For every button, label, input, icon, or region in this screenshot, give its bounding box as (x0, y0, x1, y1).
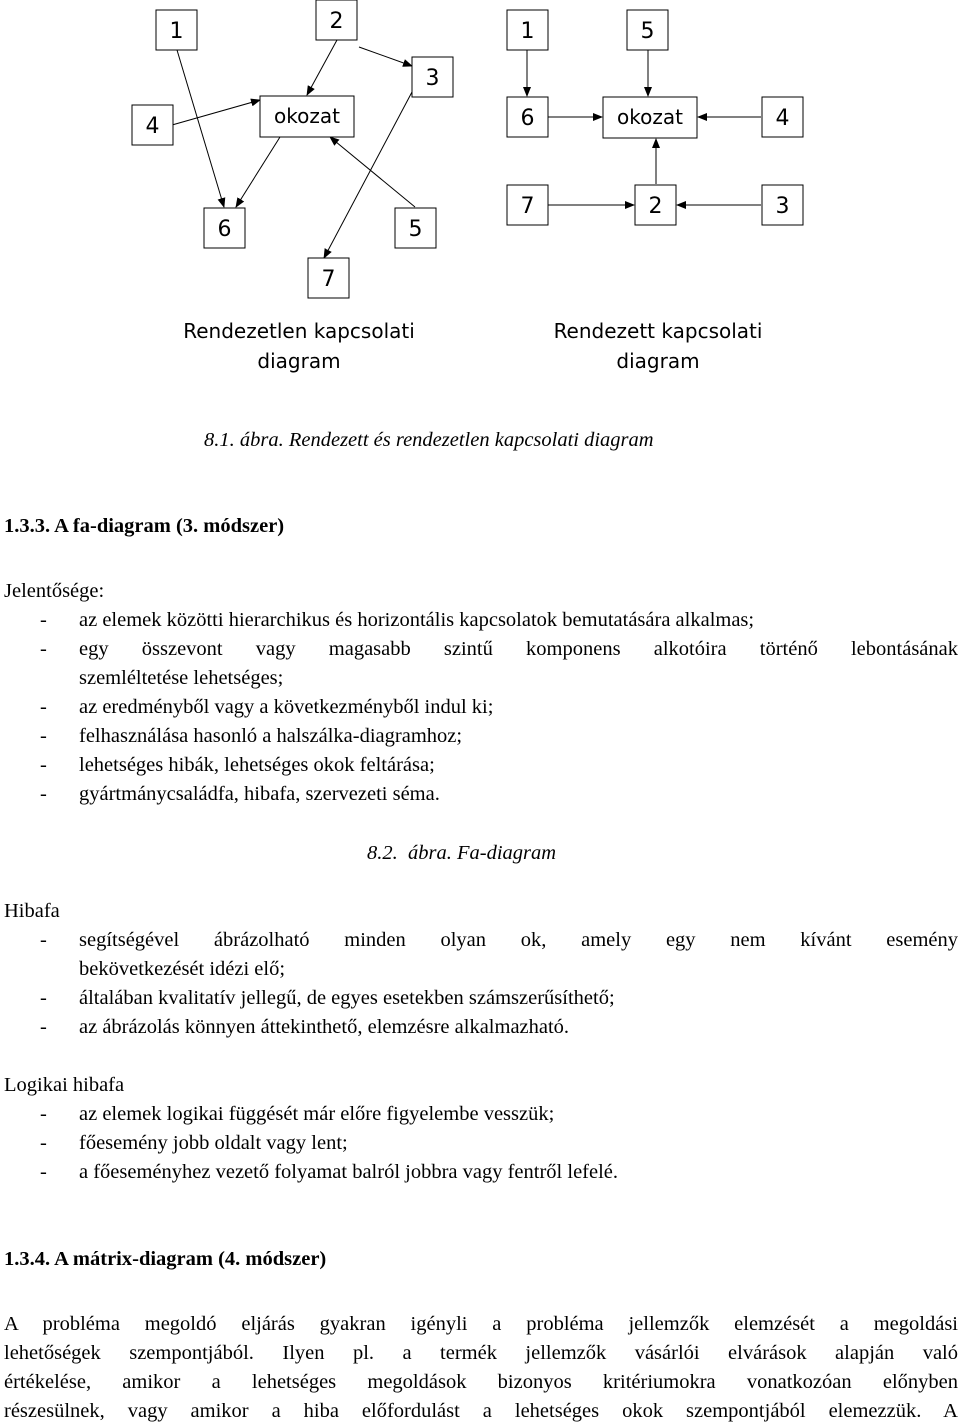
bullet-dash: - (40, 609, 47, 631)
node-r-effect-label: okozat (617, 105, 683, 129)
list-item (4, 606, 958, 635)
list-item (4, 926, 958, 984)
node-3-label: 3 (425, 66, 440, 91)
node-5-label: 5 (408, 217, 423, 242)
list-item-text: az elemek logikai függését már előre figyelembe vesszük; (79, 1103, 555, 1125)
label-hibafa: Hibafa (4, 900, 60, 922)
bullet-dash: - (40, 696, 47, 718)
node-r4-label: 4 (775, 106, 790, 131)
node-r1-label: 1 (520, 19, 535, 44)
node-1-label: 1 (169, 19, 184, 44)
bullet-dash: - (40, 929, 47, 951)
list-item-text-cont: bekövetkezését idézi elő; (79, 958, 286, 980)
edge-5-to-effect (330, 137, 415, 207)
list-item-text: az eredményből vagy a következményből indul ki; (79, 696, 494, 718)
edge-2-to-effect (307, 40, 337, 95)
node-r7-label: 7 (520, 194, 535, 219)
list-item (4, 1158, 958, 1187)
list-item-text: főesemény jobb oldalt vagy lent; (79, 1132, 348, 1154)
section-heading-1-3-4: 1.3.4. A mátrix-diagram (4. módszer) (4, 1248, 327, 1270)
list-item (4, 635, 958, 693)
ordered-diagram (507, 10, 803, 373)
paragraph-line: részesülnek, vagy amikor a hiba előfordulást a lehetséges okok szempontjából elemezzük. A (4, 1400, 958, 1422)
bullet-dash: - (40, 783, 47, 805)
node-effect-label: okozat (274, 104, 340, 128)
label-logikai-hibafa: Logikai hibafa (4, 1074, 125, 1096)
paragraph-line: értékelése, amikor a lehetséges megoldások bizonyos kritériumokra vonatkozóan előnyben (4, 1371, 958, 1393)
node-7-label: 7 (321, 267, 336, 292)
unordered-caption-line1: Rendezetlen kapcsolati (183, 319, 415, 343)
list-item-text-cont: szemléltetése lehetséges; (79, 667, 284, 689)
edge-effect-to-6 (236, 137, 280, 207)
list-item (4, 722, 958, 751)
edge-4-to-effect (172, 100, 260, 125)
section-heading-1-3-3: 1.3.3. A fa-diagram (3. módszer) (4, 515, 285, 537)
node-r5-label: 5 (640, 19, 655, 44)
figure-caption-8-1: 8.1. ábra. Rendezett és rendezetlen kapcsolati diagram (204, 429, 654, 451)
ordered-caption-line1: Rendezett kapcsolati (553, 319, 763, 343)
matrix-paragraph (4, 1310, 958, 1426)
list-item (4, 984, 958, 1013)
unordered-caption-line2: diagram (257, 349, 341, 373)
list-item (4, 780, 958, 809)
bullet-dash: - (40, 987, 47, 1009)
list-item-text: felhasználása hasonló a halszálka-diagramhoz; (79, 725, 463, 747)
node-4-label: 4 (145, 114, 160, 139)
list-item (4, 693, 958, 722)
bullet-dash: - (40, 1161, 47, 1183)
bullet-dash: - (40, 1016, 47, 1038)
unordered-diagram (132, 0, 453, 373)
node-r6-label: 6 (520, 106, 535, 131)
list-item (4, 1129, 958, 1158)
list-item-text: segítségével ábrázolható minden olyan ok, amely egy nem kívánt esemény (79, 929, 958, 951)
list-item (4, 1013, 958, 1042)
list-item-text: általában kvalitatív jellegű, de egyes esetekben számszerűsíthető; (79, 987, 615, 1009)
list-item-text: egy összevont vagy magasabb szintű komponens alkotóira történő lebontásának (79, 638, 958, 660)
list-item (4, 751, 958, 780)
paragraph-line: lehetőségek szempontjából. Ilyen pl. a termék jellemzők vásárlói elvárások alapján való (4, 1342, 958, 1364)
node-6-label: 6 (217, 217, 232, 242)
edge-2-to-3 (359, 47, 412, 66)
ordered-caption-line2: diagram (616, 349, 700, 373)
list-item (4, 1100, 958, 1129)
bullet-dash: - (40, 754, 47, 776)
list-item-text: az elemek közötti hierarchikus és horizontális kapcsolatok bemutatására alkalmas; (79, 609, 755, 631)
node-r3-label: 3 (775, 194, 790, 219)
list-item-text: az ábrázolás könnyen áttekinthető, elemzésre alkalmazható. (79, 1016, 570, 1038)
label-jelentosege: Jelentősége: (4, 580, 105, 602)
node-r2-label: 2 (648, 194, 663, 219)
figure-caption-8-2: 8.2. ábra. Fa-diagram (367, 842, 557, 864)
bullet-dash: - (40, 1132, 47, 1154)
list-item-text: a főeseményhez vezető folyamat balról jobbra vagy fentről lefelé. (79, 1161, 619, 1183)
list-item-text: lehetséges hibák, lehetséges okok feltárása; (79, 754, 435, 776)
bullet-dash: - (40, 725, 47, 747)
paragraph-line: A probléma megoldó eljárás gyakran igényli a probléma jellemzők elemzését a megoldási (4, 1313, 958, 1335)
bullet-dash: - (40, 1103, 47, 1125)
edge-1-to-6 (177, 50, 224, 207)
node-2-label: 2 (329, 9, 344, 34)
relationship-diagrams-figure (0, 0, 960, 400)
bullet-dash: - (40, 638, 47, 660)
list-item-text: gyártmánycsaládfa, hibafa, szervezeti séma. (79, 783, 440, 805)
